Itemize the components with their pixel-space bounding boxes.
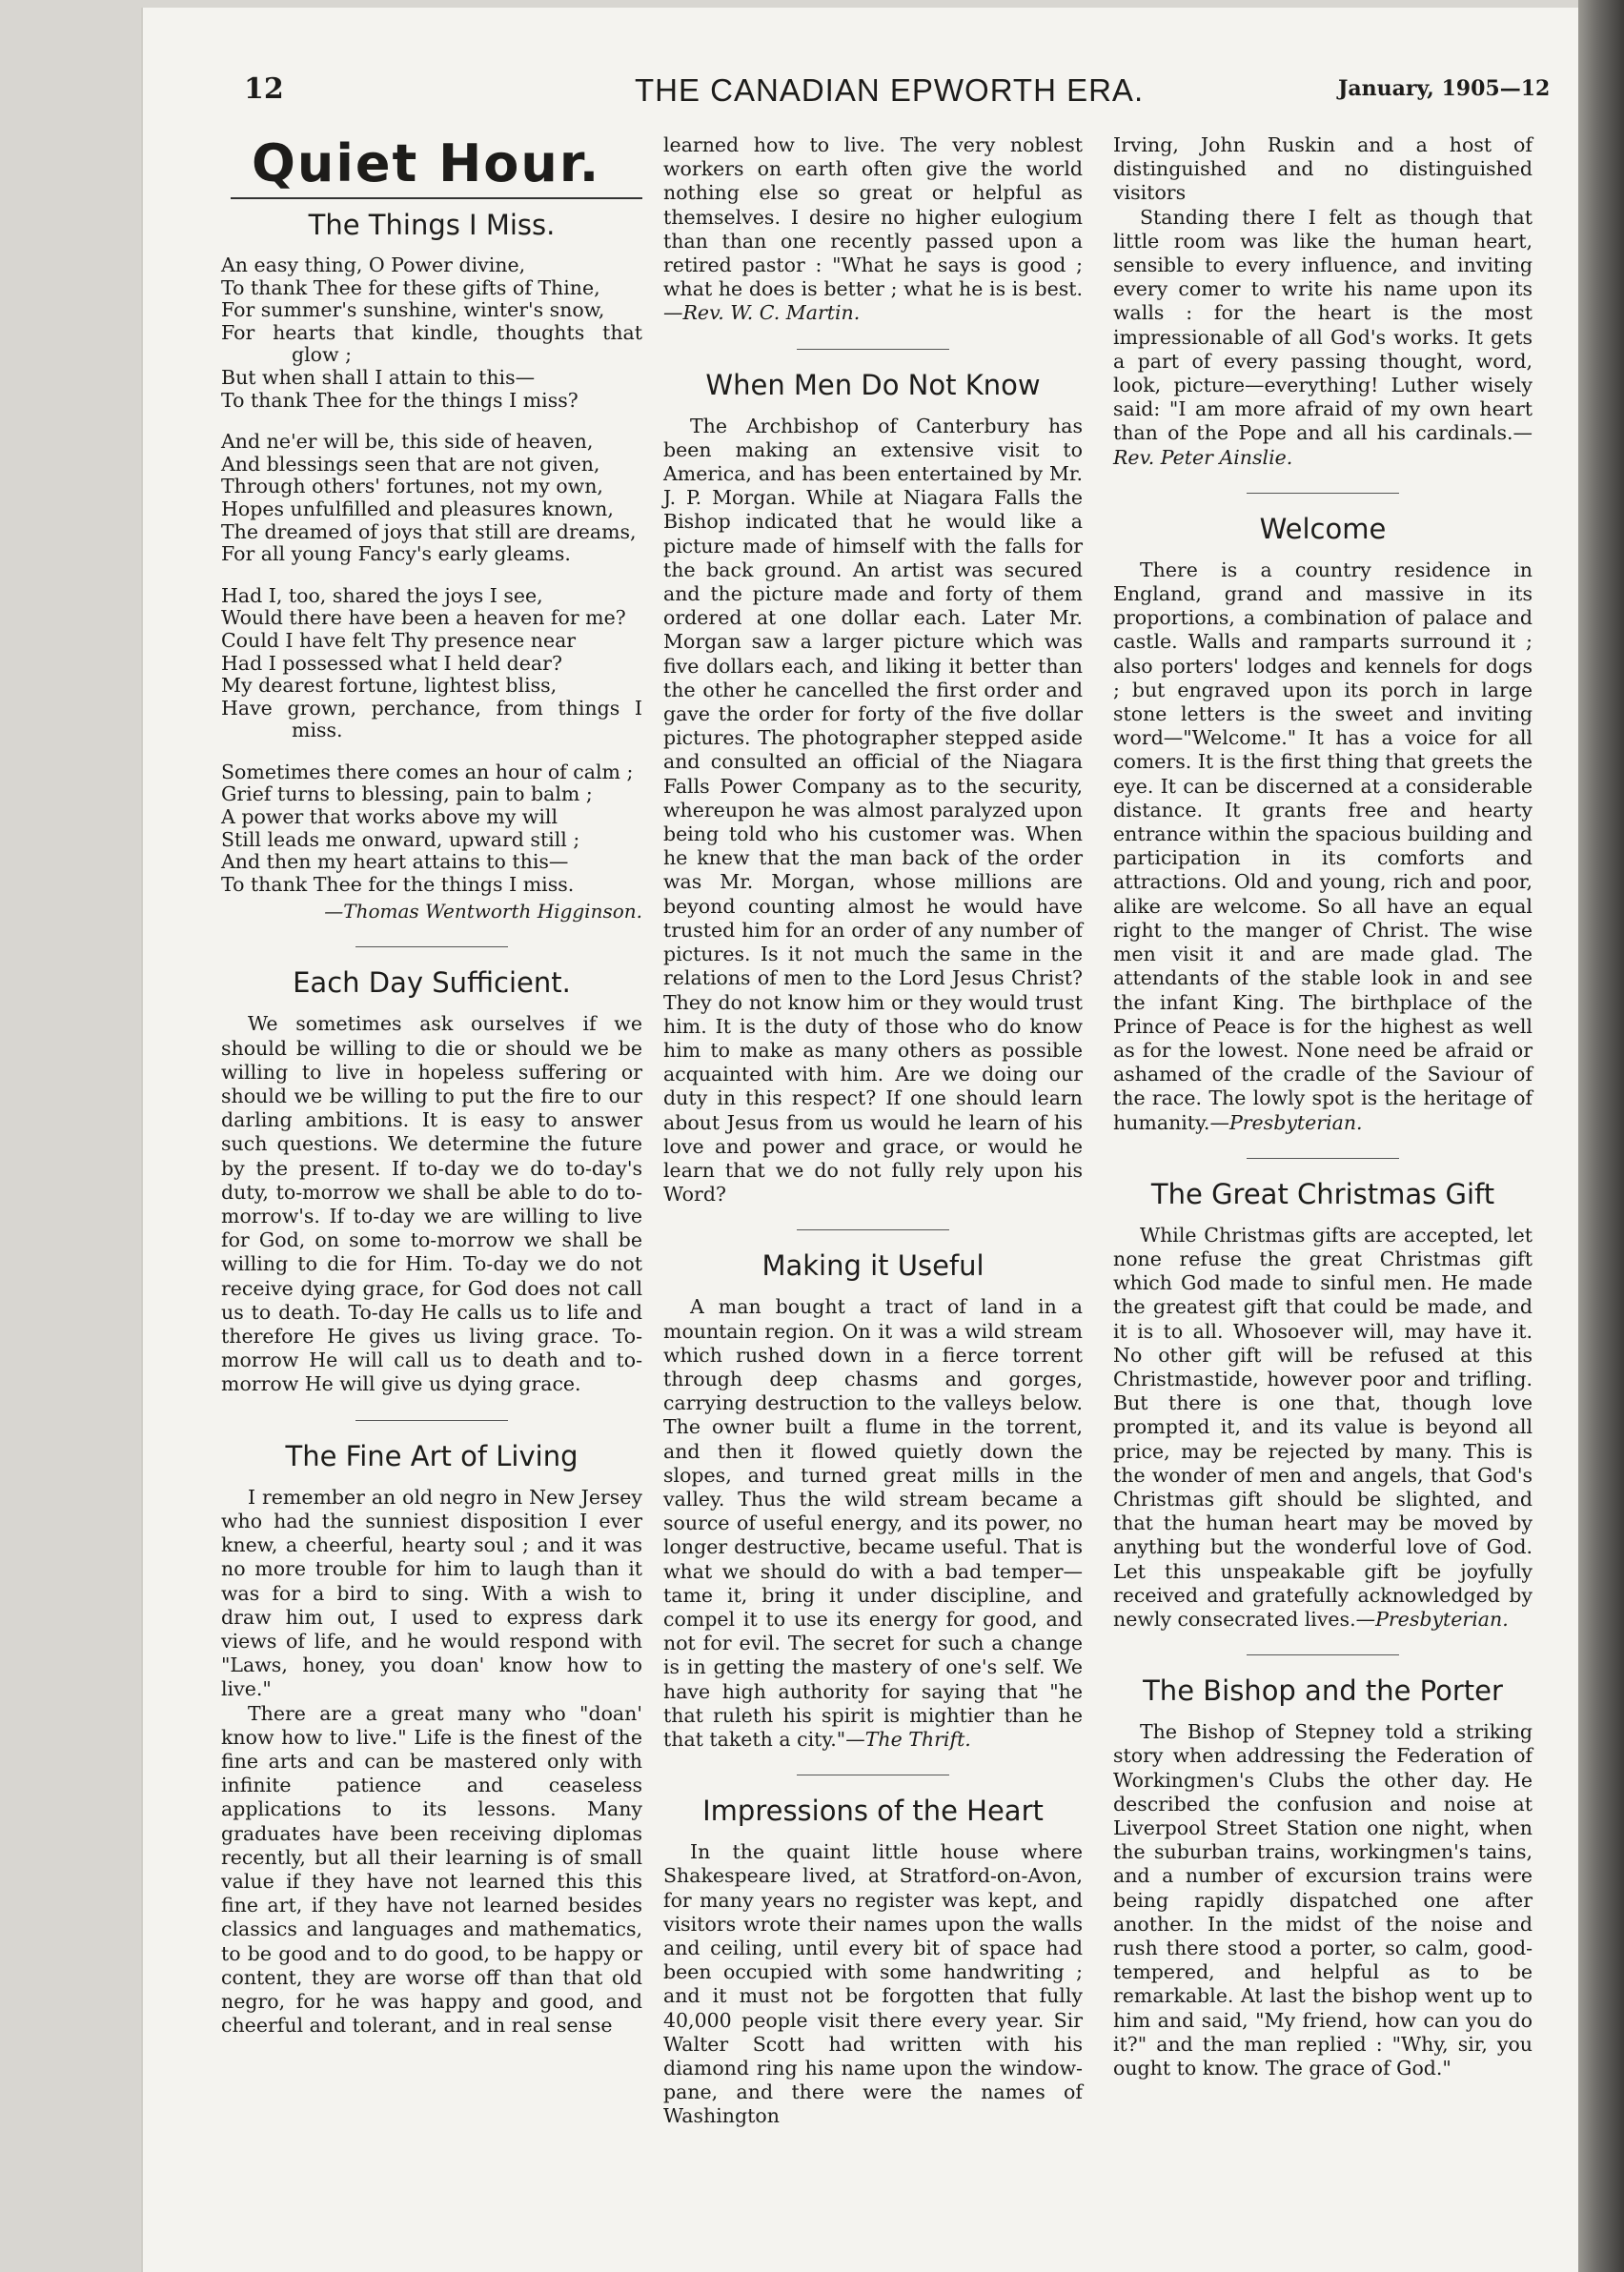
verse-line: Hopes unfulfilled and pleasures known,	[221, 497, 614, 520]
verse-line: To thank Thee for the things I miss.	[221, 872, 575, 896]
divider	[1247, 1158, 1399, 1159]
article-body: In the quaint little house where Shakespeare lived, at Stratford-on-Avon, for many years no register was kept, and visitors wrote their names upon the walls and ceiling, until every bit of space had been occupied with some handwriting ; and it must not be forgotten that fully 40,000 people visit there every year. Sir Walter Scott had written with his diamond ring his name upon the window-pane, and there were the names of Washington	[663, 1840, 1083, 2128]
verse-line: Grief turns to blessing, pain to balm ;	[221, 782, 593, 806]
attribution: —Presbyterian.	[1355, 1607, 1509, 1631]
article-title: Impressions of the Heart	[702, 1795, 1044, 1828]
attribution: —Rev. W. C. Martin.	[663, 301, 861, 325]
verse-line: The dreamed of joys that still are dreams,	[221, 519, 637, 543]
verse-line: Still leads me onward, upward still ;	[221, 827, 580, 851]
article-body: I remember an old negro in New Jersey who had the sunniest disposition I ever knew, a cheerful, hearty soul ; and it was no more trouble for him to laugh than it was for a bird to sing. With a wish to draw him out, I used to express dark views of life, and he would respond with "Laws, honey, you doan' know how to live."	[221, 1485, 642, 1701]
stanza	[221, 761, 642, 897]
article-text: A man bought a tract of land in a mountain region. On it was a wild stream which rushed down in a fierce torrent through deep chasms and gorges, carrying destruction to the valleys below. The owner built a flume in the torrent, and then it flowed quietly down the slopes, and turned great mills in the valley. Thus the wild stream became a source of useful energy, and its power, no longer destructive, became useful. That is what we should do with a bad temper—tame it, bring it under discipline, and compel it to use its energy for good, and not for evil. The secret for such a change is in getting the mastery of one's self. We have high authority for saying that "he that ruleth his spirit is mightier than he that taketh a city."	[663, 1295, 1083, 1751]
column-2	[663, 133, 1083, 2129]
article-title: The Fine Art of Living	[285, 1439, 579, 1472]
attribution: —Rev. Peter Ainslie.	[1113, 421, 1533, 469]
attribution: —The Thrift.	[845, 1727, 971, 1751]
verse-line: miss.	[292, 719, 343, 742]
article-body: There are a great many who "doan' know how to live." Life is the finest of the fine arts and can be mastered only with infinite patience and ceaseless applications to its lessons. Many graduates have been receiving diplomas recently, but all their learning is of small value if they have not learned this this fine art, if they have not learned besides classics and languages and mathematics, to be good and to do good, to be happy or content, they are worse off than that old negro, for he was happy and good, and cheerful and tolerant, and in real sense	[221, 1701, 642, 2038]
article-body: Irving, John Ruskin and a host of distinguished and no distinguished visitors	[1113, 133, 1533, 205]
article-title: Making it Useful	[761, 1249, 985, 1283]
divider	[1247, 1654, 1399, 1655]
section-rule	[231, 197, 642, 199]
article-body: The Bishop of Stepney told a striking story when addressing the Federation of Workingmen's Clubs the other day. He described the confusion and noise at Liverpool Street Station one night, when the suburban trains, workingmen's tains, and a number of excursion trains were being rapidly dispatched one after another. In the midst of the noise and rush there stood a porter, so calm, good-tempered, and helpful as to be remarkable. At last the bishop went up to him and said, "My friend, how can you do it?" and the man replied : "Why, sir, you ought to know. The grace of God."	[1113, 1720, 1533, 2080]
verse-line: To thank Thee for the things I miss?	[221, 388, 579, 412]
verse-line: Had I, too, shared the joys I see,	[221, 583, 543, 607]
article-title: The Bishop and the Porter	[1143, 1674, 1503, 1708]
article-body	[1113, 206, 1533, 470]
article-body	[663, 1295, 1083, 1752]
verse-line: Would there have been a heaven for me?	[221, 606, 626, 630]
section-title: Quiet Hour.	[252, 133, 601, 193]
verse-line: Through others' fortunes, not my own,	[221, 475, 603, 498]
verse-line: Could I have felt Thy presence near	[221, 628, 577, 652]
book-edge	[1578, 0, 1624, 2272]
divider	[355, 946, 508, 947]
attribution: —Presbyterian.	[1209, 1110, 1363, 1134]
article-title: The Great Christmas Gift	[1150, 1177, 1495, 1210]
verse-line: For summer's sunshine, winter's snow,	[221, 298, 605, 322]
article-body	[1113, 558, 1533, 1135]
verse-line: But when shall I attain to this—	[221, 365, 536, 389]
article-text: There is a country residence in England, grand and massive in its proportions, a combination of palace and castle. Walls and ramparts surround it ; also porters' lodges and kennels for dogs ; but engraved upon its porch in large stone letters is the sweet and inviting word—"Welcome." It has a voice for all comers. It is the first thing that greets the eye. It can be discerned at a considerable distance. It grants free and hearty entrance within the spacious building and participation in its comforts and attractions. Old and young, rich and poor, alike are welcome. So all have an equal right to the manger of Christ. The wise men visit it and are made glad. The attendants of the stable look in and see the infant King. The birthplace of the Prince of Peace is for the highest as well as for the lowest. None need be afraid or ashamed of the cradle of the Saviour of the race. The lowly spot is the heritage of humanity.	[1113, 558, 1533, 1134]
poem	[221, 254, 642, 923]
divider	[797, 349, 949, 350]
stanza	[221, 254, 642, 412]
verse-line: Sometimes there comes an hour of calm ;	[221, 760, 634, 783]
article-title: Each Day Sufficient.	[293, 966, 571, 1000]
article-title: When Men Do Not Know	[705, 368, 1041, 401]
issue-date: January, 1905—12	[1338, 76, 1551, 101]
divider	[355, 1420, 508, 1421]
page-number: 12	[244, 72, 284, 106]
divider	[1247, 493, 1399, 494]
publication-title: THE CANADIAN EPWORTH ERA.	[635, 72, 1145, 108]
verse-line: For all young Fancy's early gleams.	[221, 542, 571, 566]
article-body: The Archbishop of Canterbury has been making an extensive visit to America, and has been entertained by Mr. J. P. Morgan. While at Niagara Falls the Bishop indicated that he would like a picture made of himself with the falls for the back ground. An artist was secured and the picture made and forty of them ordered at one dollar each. Later Mr. Morgan saw a larger picture which was five dollars each, and liking it better than the other he cancelled the first order and gave the order for forty of the five dollar pictures. The photographer stepped aside and consulted an official of the Niagara Falls Power Company as to the security, whereupon he was almost paralyzed upon being told who his customer was. When he knew that the man back of the order was Mr. Morgan, whose millions are beyond counting almost he would have trusted him for an order of any number of pictures. Is it not much the same in the relations of men to the Lord Jesus Christ? They do not know him or they would trust him. It is the duty of those who do know him to make as many others as possible acquainted with him. Are we doing our duty in this respect? If one should learn about Jesus from us would he learn of his love and power and grace, or would he learn that we do not fully rely upon his Word?	[663, 414, 1083, 1207]
poem-attribution: —Thomas Wentworth Higginson.	[324, 900, 642, 923]
running-header	[244, 72, 1578, 120]
verse-line: glow ;	[292, 343, 352, 367]
column-1	[221, 133, 642, 2038]
article-body	[663, 133, 1083, 326]
article-text: Standing there I felt as though that little room was like the human heart, sensible to every influence, and inviting every comer to write his name upon its walls : for the heart is the most impressionable of all God's works. It gets a part of every passing thought, word, look, picture—everything! Luther wisely said: "I am more afraid of my own heart than of the Pope and all his cardinals.	[1113, 205, 1533, 445]
article-title: Welcome	[1259, 512, 1387, 545]
verse-line: My dearest fortune, lightest bliss,	[221, 674, 558, 698]
verse-line: Have grown, perchance, from things I	[221, 696, 642, 720]
verse-line: A power that works above my will	[221, 805, 558, 829]
continued-text: learned how to live. The very noblest workers on earth often give the world nothing else so great or helpful as themselves. I desire no higher eulogium than than one recently passed upon a retired pastor : "What he says is good ; what he does is better ; what he is is best.	[663, 133, 1083, 301]
verse-line: For hearts that kindle, thoughts that	[221, 320, 642, 344]
article-text: While Christmas gifts are accepted, let none refuse the great Christmas gift which God made to sinful men. He made the greatest gift that could be made, and it is to all. Whosoever will, may have it. No other gift will be refused at this Christmastide, however poor and trifling. But there is one that, though love prompted it, and its value is beyond all price, may be rejected by many. This is the wonder of men and angels, that God's Christmas gift should be slighted, and that the human heart may be moved by anything but the wonderful love of God. Let this unspeakable gift be joyfully received and gratefully acknowledged by newly consecrated lives.	[1113, 1223, 1533, 1631]
column-3	[1113, 133, 1533, 2080]
article-body	[1113, 1224, 1533, 1632]
verse-line: To thank Thee for these gifts of Thine,	[221, 275, 600, 299]
verse-line: And then my heart attains to this—	[221, 850, 569, 874]
verse-line: Had I possessed what I held dear?	[221, 651, 562, 675]
verse-line: And blessings seen that are not given,	[221, 452, 600, 476]
stanza	[221, 431, 642, 566]
poem-title: The Things I Miss.	[308, 209, 556, 241]
stanza	[221, 585, 642, 742]
verse-line: And ne'er will be, this side of heaven,	[221, 430, 594, 454]
article-body: We sometimes ask ourselves if we should be willing to die or should we be willing to live in hopeless suffering or should we be willing to put the fire to our darling ambitions. It is easy to answer such questions. We determine the future by the present. If to-day we do to-day's duty, to-morrow we shall be able to do to-morrow's. If to-day we are willing to live for God, on some to-morrow we shall be willing to die for Him. To-day we do not receive dying grace, for God does not call us to death. To-day He calls us to life and therefore He gives us living grace. To-morrow He will call us to death and to-morrow He will give us dying grace.	[221, 1012, 642, 1396]
verse-line: An easy thing, O Power divine,	[221, 254, 526, 276]
divider	[797, 1229, 949, 1230]
